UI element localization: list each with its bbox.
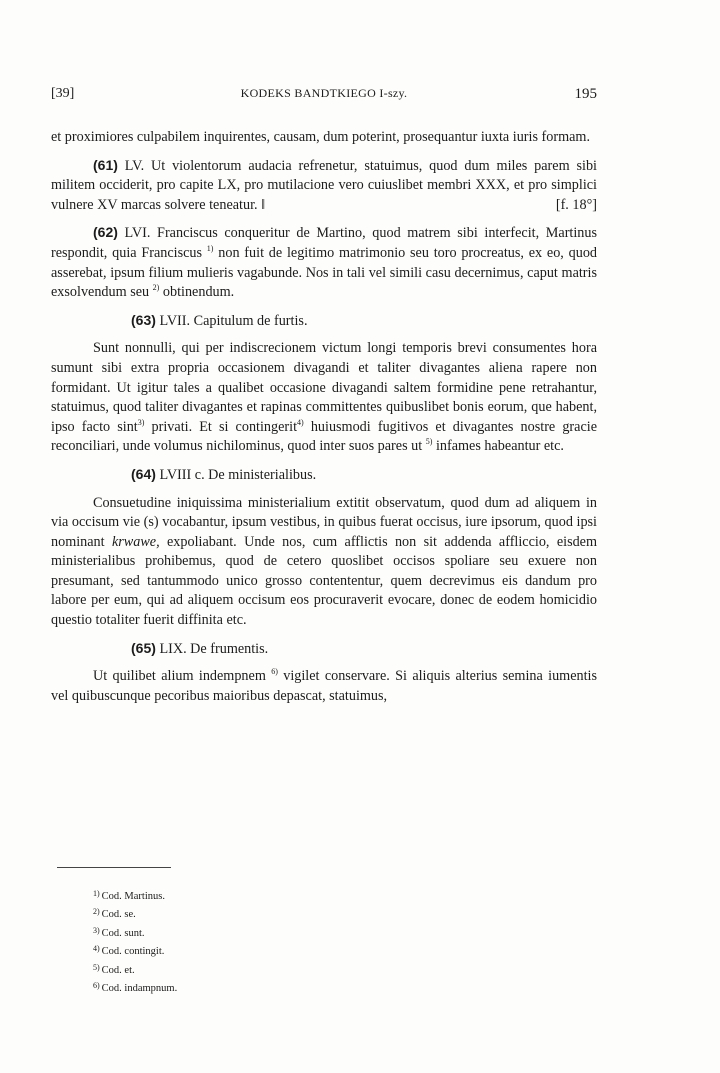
section-title-65: LIX. De frumentis. (159, 640, 269, 657)
footnote-item (93, 923, 177, 941)
section-text-61: LV. Ut violentorum audacia refrenetur, statuimus, quod dum miles parem sibi militem occiderit, pro capite LX, pro mutilacione vero cuiuslibet membri XXX, et pro simplici vulnere XV marcas solvere teneatur. ‖ (51, 157, 597, 213)
text-64b: expoliabant. Unde nos, cum afflictis non sit addenda affliccio, eisdem ministerialibus prohibemus, quod de cetero quoslibet occisos spoliare seu exuere non presumant, sed tantummodo unico grosso contententur, quem decrevimus eis dandum pro labore per eum, qui ad aliquem occisum eos procuraverit evocare, donec de eodem homicidio questio totaliter fuerit diffinita etc. (51, 533, 598, 629)
section-number-61: (61) (93, 156, 118, 173)
footnote-ref-2[interactable]: 2) (152, 283, 160, 293)
text-62b: non fuit de legitimo matrimonio seu toro procreatus, ex eo, quod asserebat, ipsum filium mulieris vagabunde. Nos in tali vel simili casu decernimus, caput matris exsolvendum seu (51, 244, 598, 301)
section-title-63: LVII. Capitulum de furtis. (159, 312, 308, 329)
footnote-mark: 5) (93, 962, 100, 972)
footnote-ref-1[interactable]: 1) (206, 243, 214, 253)
paragraph-intro: et proximiores culpabilem inquirentes, causam, dum poterint, prosequantur iuxta iuris formam. (51, 129, 590, 145)
text-63a: Sunt nonnulli, qui per indiscrecionem victum longi temporis brevi consumentes hora sumunt sibi extra propria occasionem divagandi et taliter divagantes aliena rapere non formidant. Ut igitur tales a qualibet occasione divagandi saltem formidine pene retrahantur, statuimus, quod taliter divagantes et rapinas committentes quibuslibet bonis eorum, que habent, ipso facto sint (51, 340, 597, 435)
text-62c: obtinendum. (162, 284, 235, 301)
footnote-item (93, 886, 177, 904)
paragraph-64 (51, 494, 597, 631)
text-63d: infames habeantur etc. (435, 438, 564, 455)
footnote-text: Cod. se. (101, 909, 136, 921)
page-body (51, 86, 597, 714)
running-head-section: [39] (51, 86, 75, 101)
footnote-text: Cod. Martinus. (101, 891, 165, 902)
footnote-ref-5[interactable]: 5) (425, 437, 433, 447)
main-text (51, 128, 597, 706)
running-head (51, 86, 597, 106)
footnote-text: Cod. sunt. (101, 927, 145, 939)
section-number-62: (62) (93, 224, 118, 241)
paragraph-61 (51, 156, 597, 216)
paragraph-65 (51, 667, 597, 706)
footnote-item (93, 941, 177, 959)
footnote-item (93, 960, 177, 978)
footnote-mark: 6) (93, 981, 100, 991)
section-title-64: LVIII c. De ministerialibus. (159, 466, 317, 483)
text-65a: Ut quilibet alium indempnem (93, 668, 266, 685)
footnote-mark: 1) (93, 889, 100, 898)
footnote-ref-3[interactable]: 3) (137, 417, 145, 427)
text-65b: vigilet conservare. Si aliquis alterius semina iumentis vel quibuscunque pecoribus maioribus depascat, statuimus, (51, 668, 597, 704)
text-62a: LVI. Franciscus conqueritur de Martino, quod matrem sibi interfecit, Martinus respondit, quia Franciscus (51, 225, 598, 261)
footnote-mark: 2) (93, 907, 100, 917)
footnote-mark: 3) (93, 925, 100, 935)
section-number-65: (65) (131, 639, 156, 656)
footnote-text: Cod. contingit. (101, 946, 165, 958)
folio-marker: [f. 18°] (555, 196, 597, 213)
footnote-ref-6[interactable]: 6) (271, 667, 278, 677)
footnotes (93, 886, 177, 996)
footnote-item (93, 978, 177, 996)
footnote-ref-4[interactable]: 4) (297, 417, 304, 427)
footnote-item (93, 904, 177, 922)
text-63c: huiusmodi fugitivos et divagantes nostre gracie reconciliari, unde volumus nichilominus, quod inter suos pares ut (51, 418, 597, 455)
text-63b: privati. Et si contingerit (151, 418, 298, 435)
footnote-text: Cod. indampnum. (101, 983, 178, 995)
heading-65 (51, 639, 597, 660)
term-krwawe: krwawe, (111, 533, 160, 550)
running-head-title: KODEKS BANDTKIEGO I-szy. (240, 86, 408, 100)
footnote-divider (57, 867, 171, 868)
heading-63 (51, 311, 597, 332)
footnote-mark: 4) (93, 944, 100, 954)
page-number: 195 (574, 86, 597, 102)
paragraph-62 (51, 223, 597, 302)
section-number-63: (63) (131, 311, 156, 328)
heading-64 (51, 465, 597, 486)
paragraph-63 (51, 339, 597, 457)
text-64a: Consuetudine iniquissima ministerialium extitit observatum, quod dum ad aliquem in via occisum vie (s) vocabantur, ipsum vestibus, in quibus fuerat occisus, iure ipsorum, quod ipsi nominant (51, 494, 597, 550)
section-number-64: (64) (131, 465, 156, 482)
footnote-text: Cod. et. (101, 964, 135, 976)
